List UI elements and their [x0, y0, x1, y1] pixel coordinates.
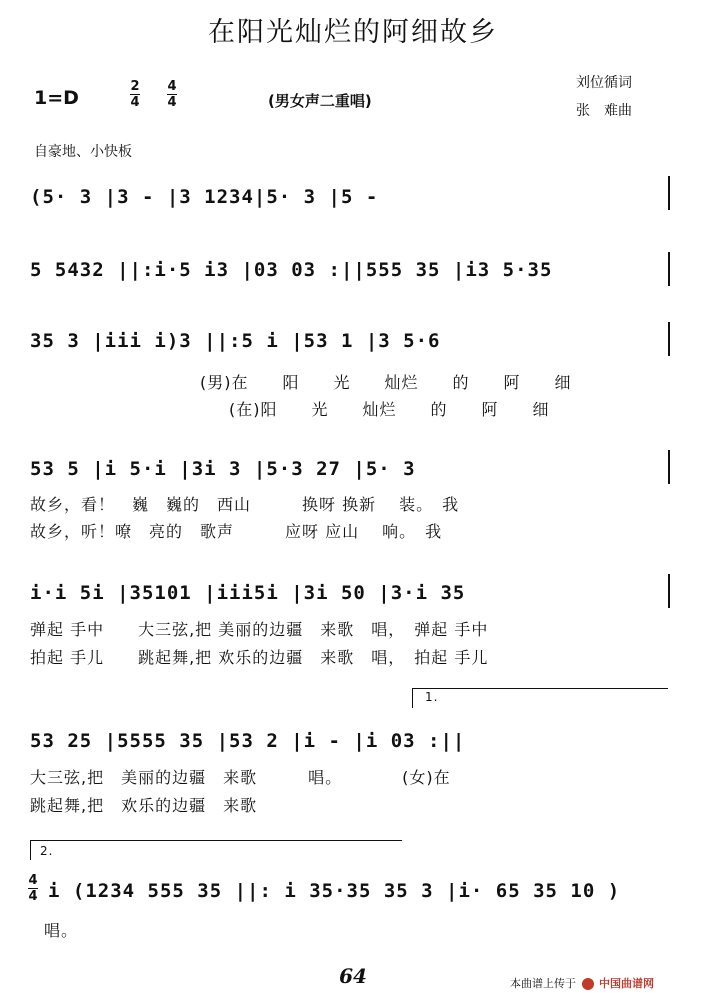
time-signature-4-4	[167, 80, 177, 109]
lyric-line-3b: (在)阳 光 灿烂 的 阿 细	[229, 400, 550, 419]
composer-credit: 张 难曲	[576, 103, 632, 119]
tempo-marking: 自豪地、小快板	[34, 144, 132, 160]
meter-denominator: 4	[167, 95, 177, 110]
lyricist-credit: 刘位循词	[576, 75, 632, 91]
site-logo-icon	[582, 978, 594, 990]
lyric-line-4b: 故乡，听！嘹 亮的 歌声 应呀 应山 响。 我	[30, 522, 443, 541]
lyric-line-5a: 弹起 手中 大三弦,把 美丽的边疆 来歌 唱， 弹起 手中	[30, 620, 489, 639]
performance-subtitle: (男女声二重唱)	[268, 92, 372, 110]
barline	[668, 574, 670, 608]
source-footer	[510, 975, 654, 991]
staff-line-7: i (1234 555 35 ||: i 35·35 35 3 |i· 65 35 10 )	[48, 880, 621, 902]
meter-denominator: 4	[130, 95, 140, 110]
volta-bracket-1	[412, 688, 668, 689]
footer-prefix: 本曲谱上传于	[510, 977, 576, 990]
staff-line-3: 35 3 |iii i)3 ||:5 i |53 1 |3 5·6	[30, 330, 441, 352]
staff-line-1: (5· 3 |3 - |3 1234|5· 3 |5 -	[30, 186, 379, 208]
lyric-line-4a: 故乡，看！ 巍 巍的 西山 换呀 换新 装。 我	[30, 495, 460, 514]
volta-label-2: 2.	[40, 844, 54, 858]
staff-line-5: i·i 5i |35101 |iii5i |3i 50 |3·i 35	[30, 582, 466, 604]
lyric-line-3a: (男)在 阳 光 灿烂 的 阿 细	[200, 373, 572, 392]
staff-line-6: 53 25 |5555 35 |53 2 |i - |i 03 :||	[30, 730, 466, 752]
lyric-line-5b: 拍起 手儿 跳起舞,把 欢乐的边疆 来歌 唱， 拍起 手儿	[30, 648, 489, 667]
barline	[668, 450, 670, 484]
footer-brand: 中国曲谱网	[599, 977, 654, 990]
staff-line-4: 53 5 |i 5·i |3i 3 |5·3 27 |5· 3	[30, 458, 416, 480]
meter-denominator: 4	[28, 889, 38, 904]
staff-line-2: 5 5432 ||:i·5 i3 |03 03 :||555 35 |i3 5·35	[30, 259, 553, 281]
score-title: 在阳光灿烂的阿细故乡	[208, 17, 498, 48]
volta-bracket-2	[30, 840, 402, 841]
time-signature-4-4-ending	[28, 874, 38, 903]
barline	[668, 252, 670, 286]
lyric-line-6a: 大三弦,把 美丽的边疆 来歌 唱。 (女)在	[30, 768, 451, 787]
barline	[668, 176, 670, 210]
meter-numerator: 2	[130, 79, 140, 94]
meter-numerator: 4	[28, 873, 38, 888]
key-signature: 1=D	[34, 87, 79, 109]
volta-label-1: 1.	[425, 690, 439, 704]
page-number: 64	[339, 964, 367, 988]
meter-numerator: 4	[167, 79, 177, 94]
time-signature-2-4	[130, 80, 140, 109]
lyric-line-7: 唱。	[44, 921, 79, 940]
barline	[668, 322, 670, 356]
lyric-line-6b: 跳起舞,把 欢乐的边疆 来歌	[30, 796, 258, 815]
